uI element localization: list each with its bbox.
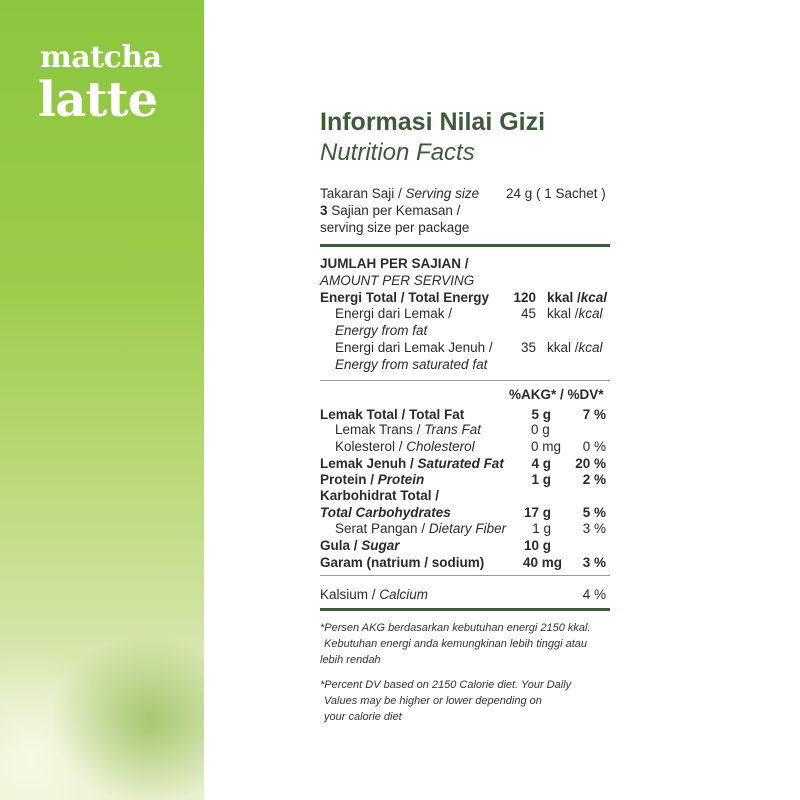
- nutrient-protein: Protein / Protein: [320, 472, 425, 487]
- nutrient-total-fat-dv: 7 %: [582, 407, 606, 422]
- brand-panel: [0, 0, 204, 800]
- nutrient-carbs-en: Total Carbohydrates: [320, 505, 451, 520]
- nutrient-fiber-dv: 3 %: [582, 521, 606, 536]
- energy-satfat-unit: kkal /kcal: [547, 340, 603, 355]
- nutrient-fiber: Serat Pangan / Dietary Fiber: [335, 521, 507, 536]
- nutrient-cholesterol-dv: 0 %: [582, 439, 606, 454]
- nutrient-sugar-amount: 10 g: [523, 538, 551, 553]
- nutrient-fiber-amount: 1 g: [532, 521, 551, 536]
- nutrient-carbs-amount: 17 g: [523, 505, 551, 520]
- nutrient-carbs: Karbohidrat Total /: [320, 488, 440, 503]
- nutrient-total-fat: Lemak Total / Total Fat: [320, 407, 465, 422]
- nutrient-saturated-fat-dv: 20 %: [575, 456, 606, 471]
- brand-name-line1: matcha: [40, 40, 162, 75]
- nutrient-saturated-fat-amount: 4 g: [531, 456, 551, 471]
- servings-per-package: 3 Sajian per Kemasan /: [320, 203, 461, 218]
- page-subtitle: Nutrition Facts: [320, 139, 475, 166]
- footnote-en: *Percent DV based on 2150 Calorie diet. Your Daily Values may be higher or lower depending on your calorie diet: [320, 679, 572, 723]
- nutrient-cholesterol-amount: 0 mg: [531, 439, 562, 454]
- divider-thick-2: [320, 608, 610, 611]
- divider-thick: [320, 244, 610, 247]
- energy-fat-label: Energi dari Lemak /: [335, 306, 453, 321]
- dv-header: %AKG* / %DV*: [509, 387, 604, 402]
- nutrient-calcium-dv: 4 %: [582, 587, 606, 602]
- nutrient-carbs-dv: 5 %: [582, 505, 606, 520]
- divider-thin: [320, 380, 610, 381]
- energy-total-value: 120: [513, 290, 536, 305]
- brand-name-line2: latte: [38, 72, 158, 128]
- amount-heading-en: AMOUNT PER SERVING: [320, 273, 475, 288]
- nutrient-cholesterol: Kolesterol / Cholesterol: [335, 439, 475, 454]
- nutrient-sugar: Gula / Sugar: [320, 538, 400, 553]
- nutrient-protein-dv: 2 %: [582, 472, 606, 487]
- serving-size-label: Takaran Saji / Serving size: [320, 186, 480, 201]
- divider-thin-2: [320, 575, 610, 576]
- energy-satfat-value: 35: [520, 340, 536, 355]
- nutrient-salt-dv: 3 %: [582, 555, 606, 570]
- amount-heading: JUMLAH PER SAJIAN /: [320, 256, 469, 271]
- nutrient-saturated-fat: Lemak Jenuh / Saturated Fat: [320, 456, 504, 471]
- energy-fat-label-en: Energy from fat: [335, 323, 428, 338]
- servings-per-package-en: serving size per package: [320, 220, 470, 235]
- page-title: Informasi Nilai Gizi: [320, 108, 546, 136]
- nutrient-trans-fat-amount: 0 g: [531, 422, 550, 437]
- nutrient-trans-fat: Lemak Trans / Trans Fat: [335, 422, 482, 437]
- nutrient-calcium: Kalsium / Calcium: [320, 587, 429, 602]
- nutrient-salt-amount: 40 mg: [522, 555, 562, 570]
- energy-total-unit: kkal /kcal: [547, 290, 608, 305]
- energy-satfat-label-en: Energy from saturated fat: [335, 357, 488, 372]
- footnote-id: *Persen AKG berdasarkan kebutuhan energi 2150 kkal. Kebutuhan energi anda kemungkinan lebih tinggi atau lebih rendah: [320, 622, 591, 666]
- serving-size-value: 24 g ( 1 Sachet ): [506, 186, 606, 201]
- nutrient-protein-amount: 1 g: [531, 472, 551, 487]
- energy-fat-value: 45: [520, 306, 536, 321]
- nutrient-total-fat-amount: 5 g: [531, 407, 551, 422]
- nutrient-salt: Garam (natrium / sodium): [320, 555, 485, 570]
- energy-satfat-label: Energi dari Lemak Jenuh /: [335, 340, 493, 355]
- energy-fat-unit: kkal /kcal: [547, 306, 603, 321]
- energy-total-label: Energi Total / Total Energy: [320, 290, 490, 305]
